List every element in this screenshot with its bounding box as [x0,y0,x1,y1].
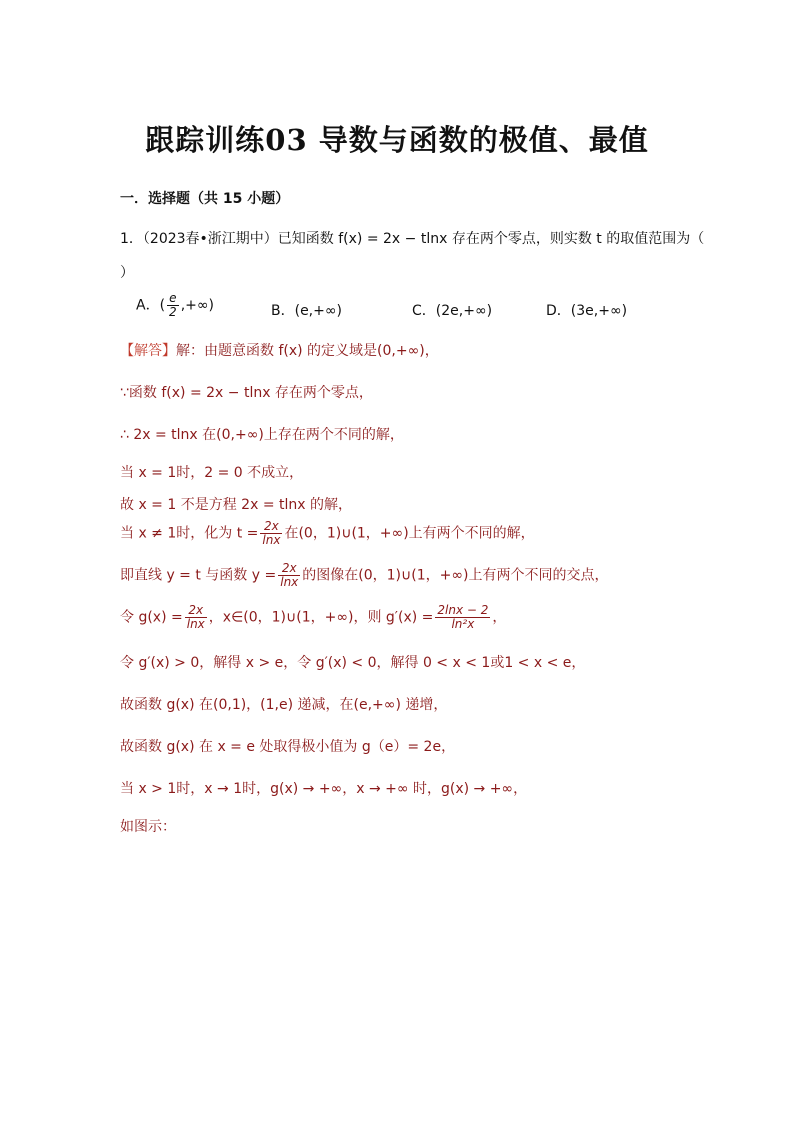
answer-line-8-mid: ，x∈(0，1)∪(1，+∞)，则 g′(x) = [208,609,434,626]
answer-line-8-fraction-2 [435,604,490,631]
option-a-prefix: A．( [136,297,166,314]
answer-line-6 [120,520,535,547]
option-a-suffix: ,+∞) [180,297,214,314]
answer-line-13: 如图示： [120,819,176,835]
option-a-numerator: e [167,292,179,306]
section-heading: 一．选择题（共 15 小题） [120,191,290,207]
answer-line-8-num-1: 2x [185,604,207,618]
page-title: 跟踪训练03 导数与函数的极值、最值 [145,123,649,157]
answer-line-6-post: 在(0，1)∪(1，+∞)上有两个不同的解， [284,525,535,542]
answer-line-8-post: ， [492,609,507,626]
answer-line-12: 当 x > 1时，x → 1时，g(x) → +∞，x → +∞ 时，g(x) → +∞， [120,781,528,797]
answer-line-6-den: lnx [262,533,281,547]
answer-line-7-fraction [278,562,300,589]
answer-line-8-den-2: ln²x [451,617,475,631]
answer-line-6-num: 2x [260,520,282,534]
answer-line-8-num-2: 2lnx − 2 [437,603,489,617]
answer-line-8 [120,604,506,631]
answer-line-9: 令 g′(x) > 0，解得 x > e，令 g′(x) < 0，解得 0 < x < 1或1 < x < e， [120,655,586,671]
question-text-line-2: ） [120,265,134,281]
option-a-denominator: 2 [169,305,177,319]
option-c: C．(2e,+∞) [412,303,493,319]
answer-line-5: 故 x = 1 不是方程 2x = tlnx 的解， [120,497,352,513]
answer-line-7-post: 的图像在(0，1)∪(1，+∞)上有两个不同的交点， [302,567,609,584]
answer-line-7-num: 2x [278,562,300,576]
answer-line-4: 当 x = 1时，2 = 0 不成立， [120,465,304,481]
answer-label: 【解答】 [120,343,176,359]
option-a-fraction [167,292,179,319]
answer-line-10: 故函数 g(x) 在(0,1)，(1,e) 递减，在(e,+∞) 递增， [120,697,448,713]
answer-line-11: 故函数 g(x) 在 x = e 处取得极小值为 g（e）= 2e， [120,739,456,755]
answer-line-6-fraction [260,520,282,547]
answer-line-3: ∴ 2x = tlnx 在(0,+∞)上存在两个不同的解， [120,427,404,443]
option-a [136,292,214,319]
answer-line-7-den: lnx [280,575,299,589]
answer-line-1 [120,340,439,360]
answer-text-1: 解：由题意函数 f(x) 的定义域是(0,+∞)， [176,343,439,359]
answer-line-7-pre: 即直线 y = t 与函数 y = [120,567,277,584]
answer-line-8-pre: 令 g(x) = [120,609,183,626]
answer-line-8-den-1: lnx [186,617,205,631]
answer-line-8-fraction-1 [185,604,207,631]
answer-line-7 [120,562,609,589]
answer-line-2: ∵函数 f(x) = 2x − tlnx 存在两个零点， [120,385,373,401]
question-text-line-1: 1．（2023春•浙江期中）已知函数 f(x) = 2x − tlnx 存在两个零点，则实数 t 的取值范围为（ [120,231,705,247]
option-d: D．(3e,+∞) [546,303,628,319]
answer-line-6-pre: 当 x ≠ 1时，化为 t = [120,525,259,542]
option-b: B．(e,+∞) [271,303,342,319]
